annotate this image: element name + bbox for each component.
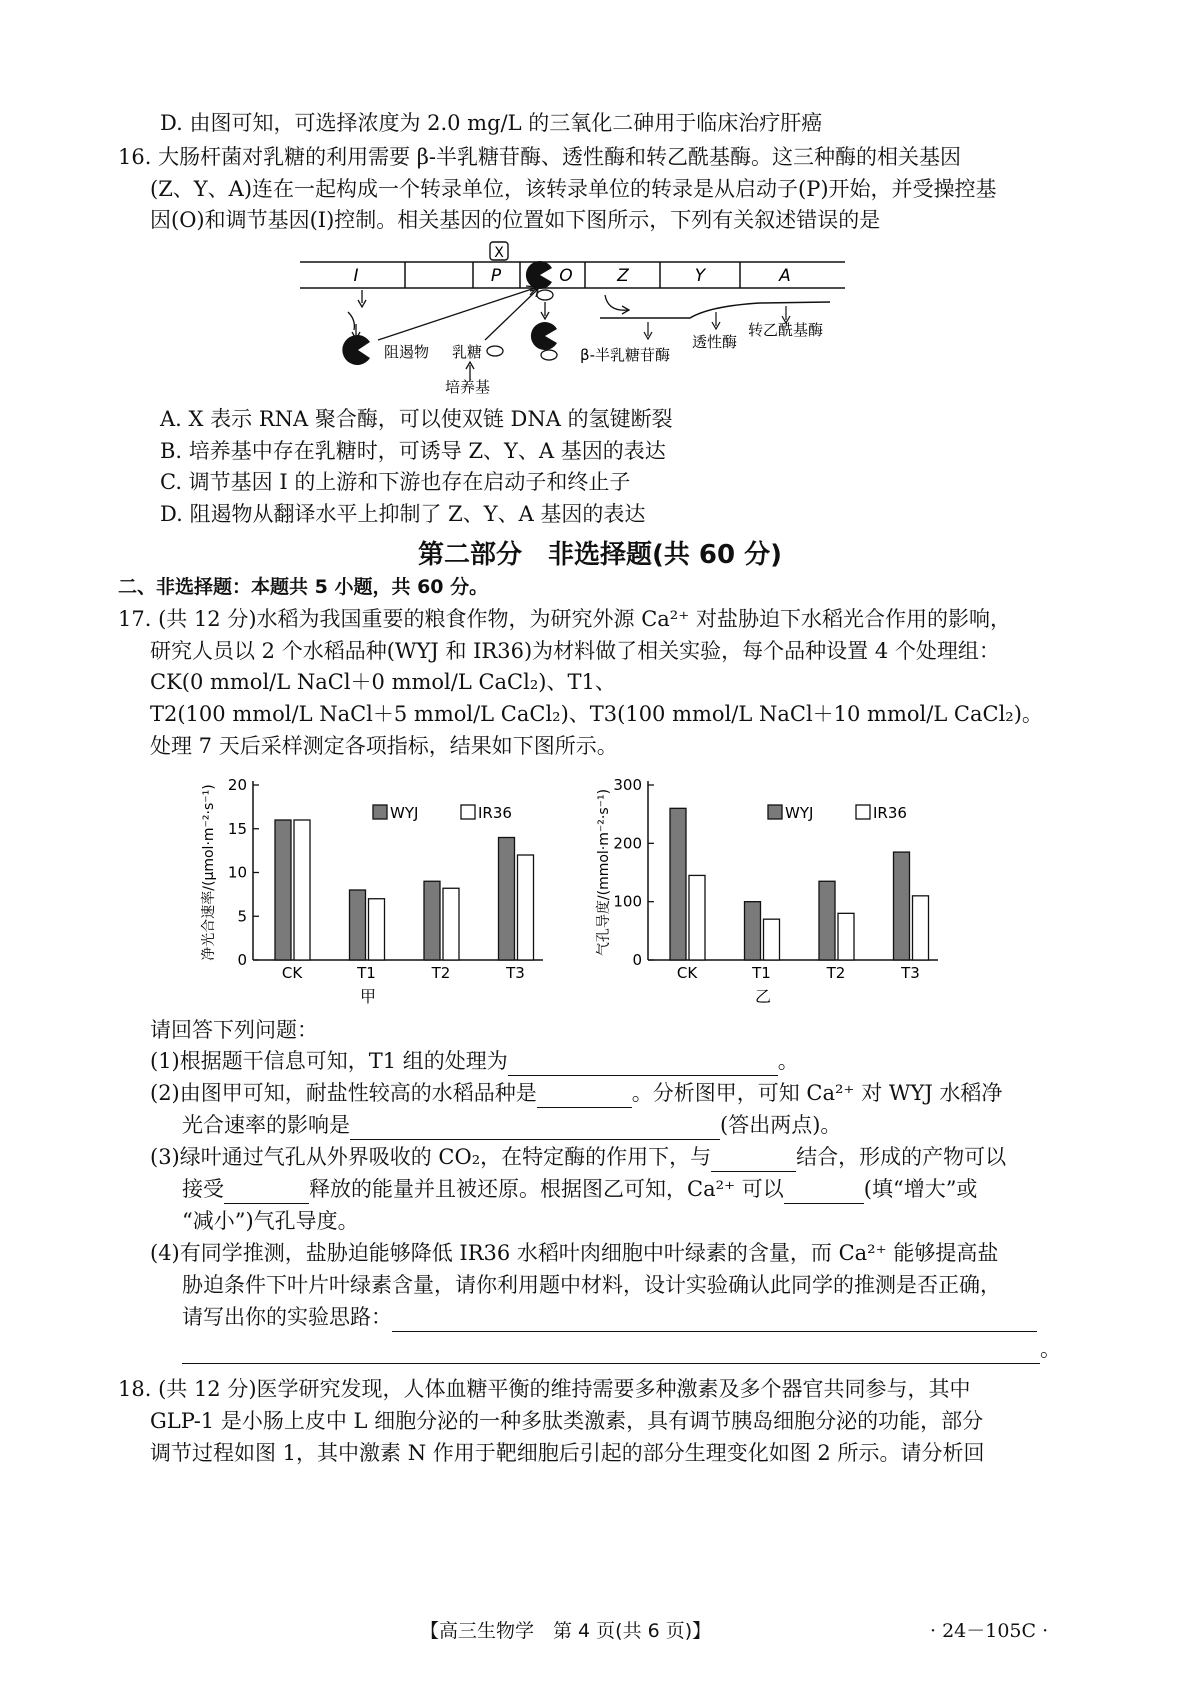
footer-right: · 24－105C · xyxy=(930,1620,1049,1642)
q17-p3-text-e: (填“增大”或 xyxy=(863,1177,978,1201)
q16-option-d: D. 阻遏物从翻译水平上抑制了 Z、Y、A 基因的表达 xyxy=(160,502,646,526)
chart-b-ylabel: 气孔导度/(mmol·m⁻²·s⁻¹) xyxy=(596,788,612,957)
q18-line-1: 18. (共 12 分)医学研究发现，人体血糖平衡的维持需要多种激素及多个器官共同参与，其中 xyxy=(118,1377,971,1401)
q17-part-4-b: 胁迫条件下叶片叶绿素含量，请你利用题中材料，设计实验确认此同学的推测是否正确， xyxy=(182,1273,1001,1297)
q17-p2-blank-2[interactable] xyxy=(350,1117,720,1140)
q18-line-2: GLP-1 是小肠上皮中 L 细胞分泌的一种多肽类激素，具有调节胰岛细胞分泌的功能，部分 xyxy=(150,1409,984,1433)
q17-p2-text-c: 光合速率的影响是 xyxy=(182,1113,350,1137)
footer-center: 【高三生物学 第 4 页(共 6 页)】 xyxy=(420,1620,712,1642)
chart-b-bar-ir36-t2 xyxy=(838,913,854,960)
q17-p3-blank-2[interactable] xyxy=(224,1181,309,1204)
q17-p1-blank[interactable] xyxy=(508,1053,778,1076)
chart-a-ytick-label-3: 15 xyxy=(227,819,247,838)
gene-label-a: A xyxy=(779,266,791,286)
q17-part-3 xyxy=(150,1142,1006,1172)
chart-b-bar-ir36-t1 xyxy=(764,919,780,960)
q17-p3-blank-3[interactable] xyxy=(784,1181,864,1204)
chart-a-bar-ir36-t1 xyxy=(369,899,385,960)
chart-b-category-label-0: CK xyxy=(676,964,698,982)
chart-b-legend-label-1: IR36 xyxy=(873,804,907,822)
q15-option-d: D. 由图可知，可选择浓度为 2.0 mg/L 的三氧化二砷用于临床治疗肝癌 xyxy=(160,111,823,135)
q17-p2-text-d: (答出两点)。 xyxy=(720,1113,842,1137)
chart-a-category-label-1: T1 xyxy=(357,964,376,982)
chart-b-bar-wyj-ck xyxy=(670,808,686,960)
q16-option-a: A. X 表示 RNA 聚合酶，可以使双链 DNA 的氢键断裂 xyxy=(160,407,673,431)
chart-net-photosynthesis xyxy=(195,760,565,1010)
enzyme-a-label: 转乙酰基酶 xyxy=(748,321,824,339)
q17-p2-blank-1[interactable] xyxy=(537,1085,632,1108)
q17-p4-blank-2[interactable] xyxy=(182,1341,1040,1364)
operon-diagram xyxy=(290,240,870,400)
q17-ask: 请回答下列问题： xyxy=(150,1018,318,1042)
chart-a-ytick-label-1: 5 xyxy=(237,907,247,926)
gene-label-p: P xyxy=(490,266,502,286)
gene-label-o: O xyxy=(559,266,573,286)
q17-p2-text-a: (2)由图甲可知，耐盐性较高的水稻品种是 xyxy=(150,1081,537,1105)
q17-part-2-cont xyxy=(182,1110,841,1140)
lactose-label: 乳糖 xyxy=(452,343,483,361)
repressor-lactose-complex xyxy=(531,322,557,350)
chart-a-bar-ir36-t3 xyxy=(518,855,534,960)
chart-a-category-label-3: T3 xyxy=(506,964,525,982)
q16-option-c: C. 调节基因 I 的上游和下游也存在启动子和终止子 xyxy=(160,470,631,494)
q16-option-b: B. 培养基中存在乳糖时，可诱导 Z、Y、A 基因的表达 xyxy=(160,439,666,463)
chart-b-category-label-2: T2 xyxy=(826,964,846,982)
chart-b-category-label-3: T3 xyxy=(901,964,920,982)
q17-line-4: T2(100 mmol/L NaCl＋5 mmol/L CaCl₂)、T3(100 mmol/L NaCl＋10 mmol/L CaCl₂)。 xyxy=(150,702,1043,726)
q17-part-3-cont xyxy=(182,1174,977,1204)
q17-line-1: 17. (共 12 分)水稻为我国重要的粮食作物，为研究外源 Ca²⁺ 对盐胁迫下水稻光合作用的影响， xyxy=(118,607,1011,631)
q16-stem-line-1: 16. 大肠杆菌对乳糖的利用需要 β-半乳糖苷酶、透性酶和转乙酰基酶。这三种酶的相关基因 xyxy=(118,145,961,169)
chart-stomatal-conductance xyxy=(590,760,960,1010)
chart-a-bar-ir36-ck xyxy=(294,820,310,960)
q17-p3-text-b: 结合，形成的产物可以 xyxy=(796,1145,1007,1169)
repressor-label: 阻遏物 xyxy=(384,343,430,361)
chart-b-category-label-1: T1 xyxy=(752,964,771,982)
chart-b-bar-wyj-t2 xyxy=(819,881,835,960)
chart-b-ytick-label-2: 200 xyxy=(613,834,642,853)
q17-p4-text-c: 请写出你的实验思路： xyxy=(182,1305,392,1329)
chart-b-bar-wyj-t1 xyxy=(745,902,761,960)
q17-part-4-a: (4)有同学推测，盐胁迫能够降低 IR36 水稻叶肉细胞中叶绿素的含量，而 Ca²⁺ 能够提高盐 xyxy=(150,1241,999,1265)
q17-p2-text-b: 。分析图甲，可知 Ca²⁺ 对 WYJ 水稻净 xyxy=(631,1081,1003,1105)
chart-a-bar-wyj-t1 xyxy=(350,890,366,960)
chart-a-title: 甲 xyxy=(359,987,377,1006)
q17-part-3-end: “减小”)气孔导度。 xyxy=(182,1209,359,1233)
chart-a-legend-swatch-1 xyxy=(461,805,475,819)
chart-a-ytick-label-2: 10 xyxy=(227,863,247,882)
chart-b-legend-swatch-0 xyxy=(768,805,782,819)
chart-a-bar-wyj-t2 xyxy=(424,881,440,960)
q18-line-3: 调节过程如图 1，其中激素 N 作用于靶细胞后引起的部分生理变化如图 2 所示。请分析回 xyxy=(150,1441,985,1465)
q17-line-3: CK(0 mmol/L NaCl＋0 mmol/L CaCl₂)、T1、 xyxy=(150,670,616,694)
enzyme-z-label: β-半乳糖苷酶 xyxy=(580,346,670,364)
q17-line-2: 研究人员以 2 个水稻品种(WYJ 和 IR36)为材料做了相关实验，每个品种设置 4 个处理组： xyxy=(150,639,1000,663)
chart-a-bar-ir36-t2 xyxy=(443,888,459,960)
q17-p1-end: 。 xyxy=(777,1049,799,1073)
x-box-label: X xyxy=(494,245,504,261)
q16-stem-line-3: 因(O)和调节基因(I)控制。相关基因的位置如下图所示，下列有关叙述错误的是 xyxy=(150,208,881,232)
enzyme-y-label: 透性酶 xyxy=(692,333,738,351)
gene-label-y: Y xyxy=(694,266,706,286)
chart-b-ytick-label-0: 0 xyxy=(632,951,642,969)
chart-b-ytick-label-3: 300 xyxy=(613,776,642,794)
chart-b-bar-ir36-ck xyxy=(689,875,705,960)
chart-a-ylabel: 净光合速率/(μmol·m⁻²·s⁻¹) xyxy=(201,784,217,961)
lactose-bound xyxy=(537,290,553,300)
chart-a-legend-label-0: WYJ xyxy=(390,804,419,822)
repressor-free xyxy=(342,335,370,365)
chart-b-bar-ir36-t3 xyxy=(913,896,929,960)
q17-part-2 xyxy=(150,1078,1002,1108)
q17-line-5: 处理 7 天后采样测定各项指标，结果如下图所示。 xyxy=(150,734,618,758)
chart-b-legend-swatch-1 xyxy=(856,805,870,819)
q17-p1-text: (1)根据题干信息可知，T1 组的处理为 xyxy=(150,1049,508,1073)
q17-part-4-d xyxy=(182,1334,1061,1364)
medium-label: 培养基 xyxy=(445,378,491,396)
part2-title: 第二部分 非选择题(共 60 分) xyxy=(417,540,783,570)
q17-p3-text-c: 接受 xyxy=(182,1177,224,1201)
chart-a-bar-wyj-ck xyxy=(275,820,291,960)
q17-p3-text-d: 释放的能量并且被还原。根据图乙可知，Ca²⁺ 可以 xyxy=(309,1177,784,1201)
chart-a-ytick-label-4: 20 xyxy=(227,776,247,794)
chart-a-legend-swatch-0 xyxy=(373,805,387,819)
chart-a-bar-wyj-t3 xyxy=(499,838,515,961)
gene-label-i: I xyxy=(353,266,359,286)
chart-b-title: 乙 xyxy=(754,987,772,1006)
q17-part-4-c xyxy=(182,1302,1037,1332)
part2-subtitle: 二、非选择题：本题共 5 小题，共 60 分。 xyxy=(118,576,489,598)
gene-label-z: Z xyxy=(617,266,629,286)
chart-b-legend-label-0: WYJ xyxy=(785,804,814,822)
q17-p3-blank-1[interactable] xyxy=(711,1149,796,1172)
q17-p4-blank-1[interactable] xyxy=(392,1309,1037,1332)
lactose-free xyxy=(487,346,503,356)
chart-a-category-label-0: CK xyxy=(281,964,303,982)
repressor-bound xyxy=(526,261,552,289)
q17-p3-text-a: (3)绿叶通过气孔从外界吸收的 CO₂，在特定酶的作用下，与 xyxy=(150,1145,712,1169)
q17-p4-end: 。 xyxy=(1040,1337,1061,1361)
chart-b-bar-wyj-t3 xyxy=(894,852,910,960)
chart-b-ytick-label-1: 100 xyxy=(613,892,642,911)
q17-part-1 xyxy=(150,1046,799,1076)
chart-a-category-label-2: T2 xyxy=(431,964,451,982)
chart-a-legend-label-1: IR36 xyxy=(478,804,512,822)
chart-a-ytick-label-0: 0 xyxy=(237,951,247,969)
q16-stem-line-2: (Z、Y、A)连在一起构成一个转录单位，该转录单位的转录是从启动子(P)开始，并受操控基 xyxy=(150,177,997,201)
